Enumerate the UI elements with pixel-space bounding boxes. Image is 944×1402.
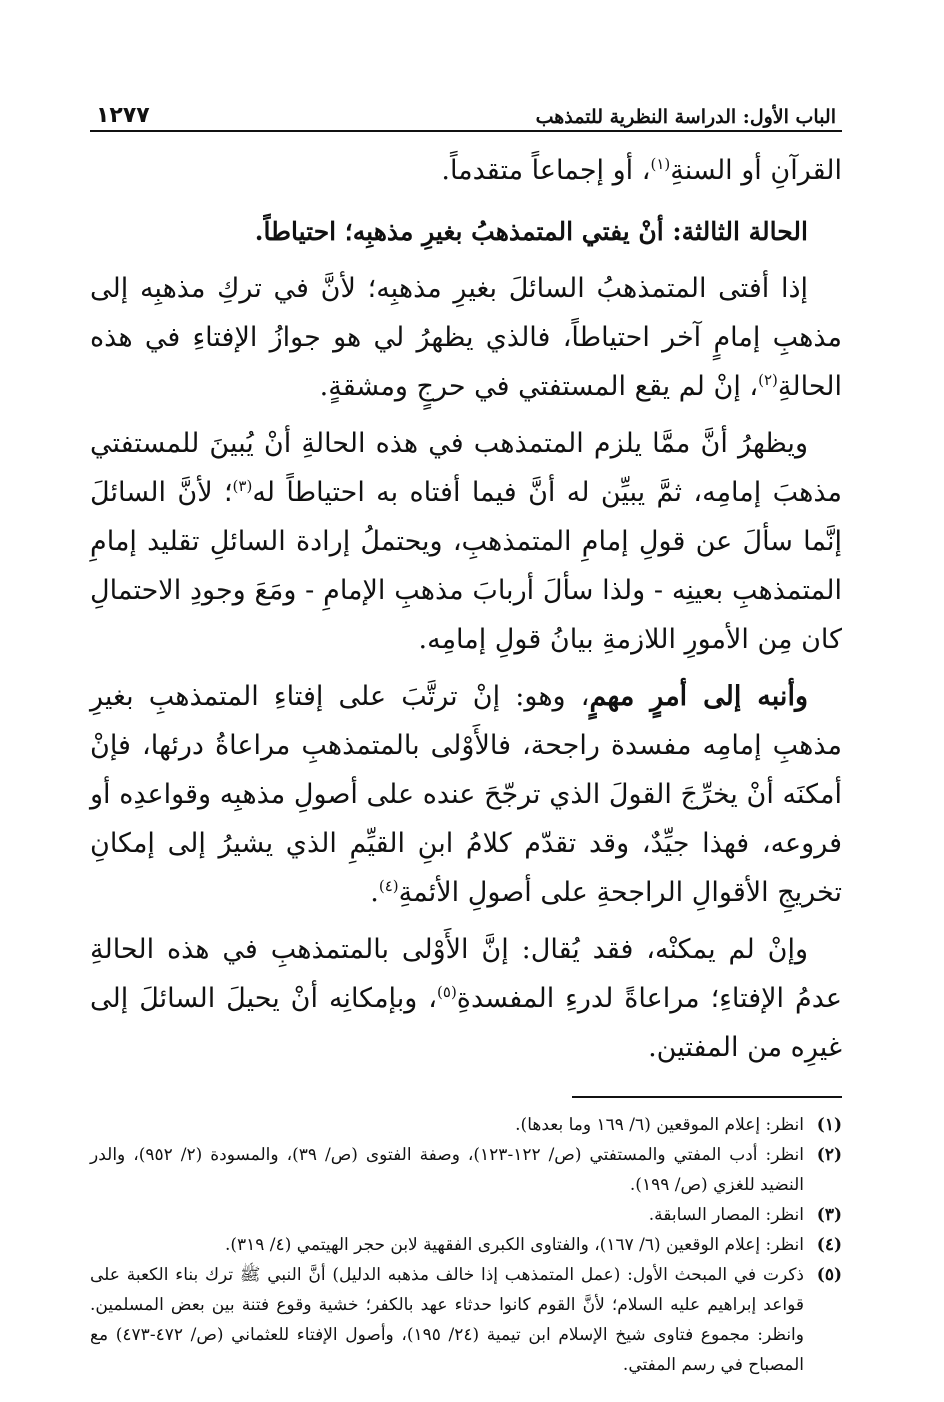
book-page bbox=[90, 92, 842, 1380]
footnote-number: (١) bbox=[816, 1115, 842, 1135]
paragraph-text: ، وهو: إنْ ترتَّبَ على إفتاءِ المتمذهبِ بغيرِ مذهبِ إمامِه مفسدة راجحة، فالأَوْلى بالمتمذهبِ مراعاةُ درئها، فإنْ أمكنَه أنْ يخرِّجَ القولَ الذي ترجّحَ عنده على أصولِ مذهبِه وقواعدِه أو فروعه، فهذا جيِّدٌ، وقد تقدّم كلامُ ابنِ القيِّمِ الذي يشيرُ إلى إمكانِ تخريجِ الأقوالِ الراجحةِ على أصولِ الأئمةِ bbox=[90, 681, 842, 908]
paragraph-lead: وأنبه إلى أمرٍ مهمٍ bbox=[589, 681, 808, 712]
paragraph bbox=[90, 672, 842, 917]
chapter-title: الباب الأول: الدراسة النظرية للتمذهب bbox=[535, 106, 836, 128]
paragraph-text: ، وبإمكانِه أنْ يحيلَ السائلَ إلى غيرِه من المفتين. bbox=[90, 983, 842, 1063]
footnote bbox=[90, 1140, 842, 1200]
footnotes bbox=[90, 1110, 842, 1380]
footnote bbox=[90, 1110, 842, 1140]
footnote bbox=[90, 1230, 842, 1260]
paragraph-text: وإنْ لم يمكنْه، فقد يُقال: إنَّ الأَوْلى بالمتمذهبِ في هذه الحالةِ عدمُ الإفتاءِ؛ مراعاةً لدرءِ المفسدةِ bbox=[90, 934, 842, 1014]
footnote-text: ذكرت في المبحث الأول: (عمل المتمذهب إذا خالف مذهبه الدليل) أنَّ النبي ﷺ ترك بناء الكعبة على قواعد إبراهيم عليه السلام؛ لأنَّ القوم كانوا حدثاء عهد بالكفر؛ خشية وقوع فتنة بين بعض المسلمين. وانظر: مجموع فتاوى شيخ الإسلام ابن تيمية (٢٤/ ١٩٥)، وأصول الإفتاء للعثماني (ص/ ٤٧٢-٤٧٣) مع المصباح في رسم المفتي. bbox=[90, 1265, 804, 1375]
paragraph bbox=[90, 419, 842, 664]
footnote-ref-5[interactable]: (٥) bbox=[437, 983, 457, 1001]
paragraph-text: إذا أفتى المتمذهبُ السائلَ بغيرِ مذهبِه؛ لأنَّ في تركِ مذهبِه إلى مذهبِ إمامٍ آخر احتياطاً، فالذي يظهرُ لي هو جوازُ الإفتاءِ في هذه الحالةِ bbox=[90, 273, 842, 402]
footnote-text: انظر: إعلام الوقعين (٦/ ١٦٧)، والفتاوى الكبرى الفقهية لابن حجر الهيتمي (٤/ ٣١٩). bbox=[224, 1235, 804, 1255]
footnote-number: (٥) bbox=[816, 1265, 842, 1285]
footnote-ref-2[interactable]: (٢) bbox=[758, 371, 778, 389]
page-number: ١٢٧٧ bbox=[96, 103, 150, 128]
running-header bbox=[90, 92, 842, 132]
footnote bbox=[90, 1260, 842, 1380]
paragraph bbox=[90, 264, 842, 411]
paragraph-text: ، أو إجماعاً متقدماً. bbox=[441, 155, 651, 186]
section-heading: الحالة الثالثة: أنْ يفتي المتمذهبُ بغيرِ مذهبِه؛ احتياطاً. bbox=[254, 217, 808, 246]
paragraph-text: . bbox=[370, 877, 379, 908]
footnote bbox=[90, 1200, 842, 1230]
main-text bbox=[90, 146, 842, 1072]
footnote-ref-1[interactable]: (١) bbox=[650, 155, 671, 173]
paragraph-continuation bbox=[90, 146, 842, 195]
footnote-separator bbox=[572, 1096, 842, 1098]
footnote-number: (٣) bbox=[816, 1205, 842, 1225]
paragraph-text: ، إنْ لم يقع المستفتي في حرجٍ ومشقةٍ. bbox=[319, 371, 759, 402]
paragraph bbox=[90, 925, 842, 1072]
footnote-text: انظر: المصار السابقة. bbox=[648, 1205, 804, 1225]
footnote-ref-4[interactable]: (٤) bbox=[378, 877, 399, 895]
paragraph-text: ؛ لأنَّ السائلَ إنَّما سألَ عن قولِ إمامِ المتمذهبِ، ويحتملُ إرادة السائلِ تقليد إمامِ المتمذهبِ بعينِه - ولذا سألَ أربابَ مذهبِ الإمامِ - ومَعَ وجودِ الاحتمالِ كان مِن الأمورِ اللازمةِ بيانُ قولِ إمامِه. bbox=[90, 477, 842, 655]
footnote-ref-3[interactable]: (٣) bbox=[232, 477, 253, 495]
paragraph-text: القرآنِ أو السنةِ bbox=[670, 155, 842, 186]
footnote-text: انظر: إعلام الموقعين (٦/ ١٦٩ وما بعدها). bbox=[515, 1115, 804, 1135]
footnote-text: انظر: أدب المفتي والمستفتي (ص/ ١٢٢-١٢٣)، وصفة الفتوى (ص/ ٣٩)، والمسودة (٢/ ٩٥٢)، والدر النضيد للغزي (ص/ ١٩٩). bbox=[90, 1145, 804, 1195]
paragraph-text: ويظهرُ أنَّ ممَّا يلزم المتمذهب في هذه الحالةِ أنْ يُبينَ للمستفتي مذهبَ إمامِه، ثمَّ يبيِّن له أنَّ فيما أفتاه به احتياطاً له bbox=[90, 428, 842, 508]
footnote-number: (٢) bbox=[816, 1145, 842, 1165]
footnote-number: (٤) bbox=[816, 1235, 842, 1255]
